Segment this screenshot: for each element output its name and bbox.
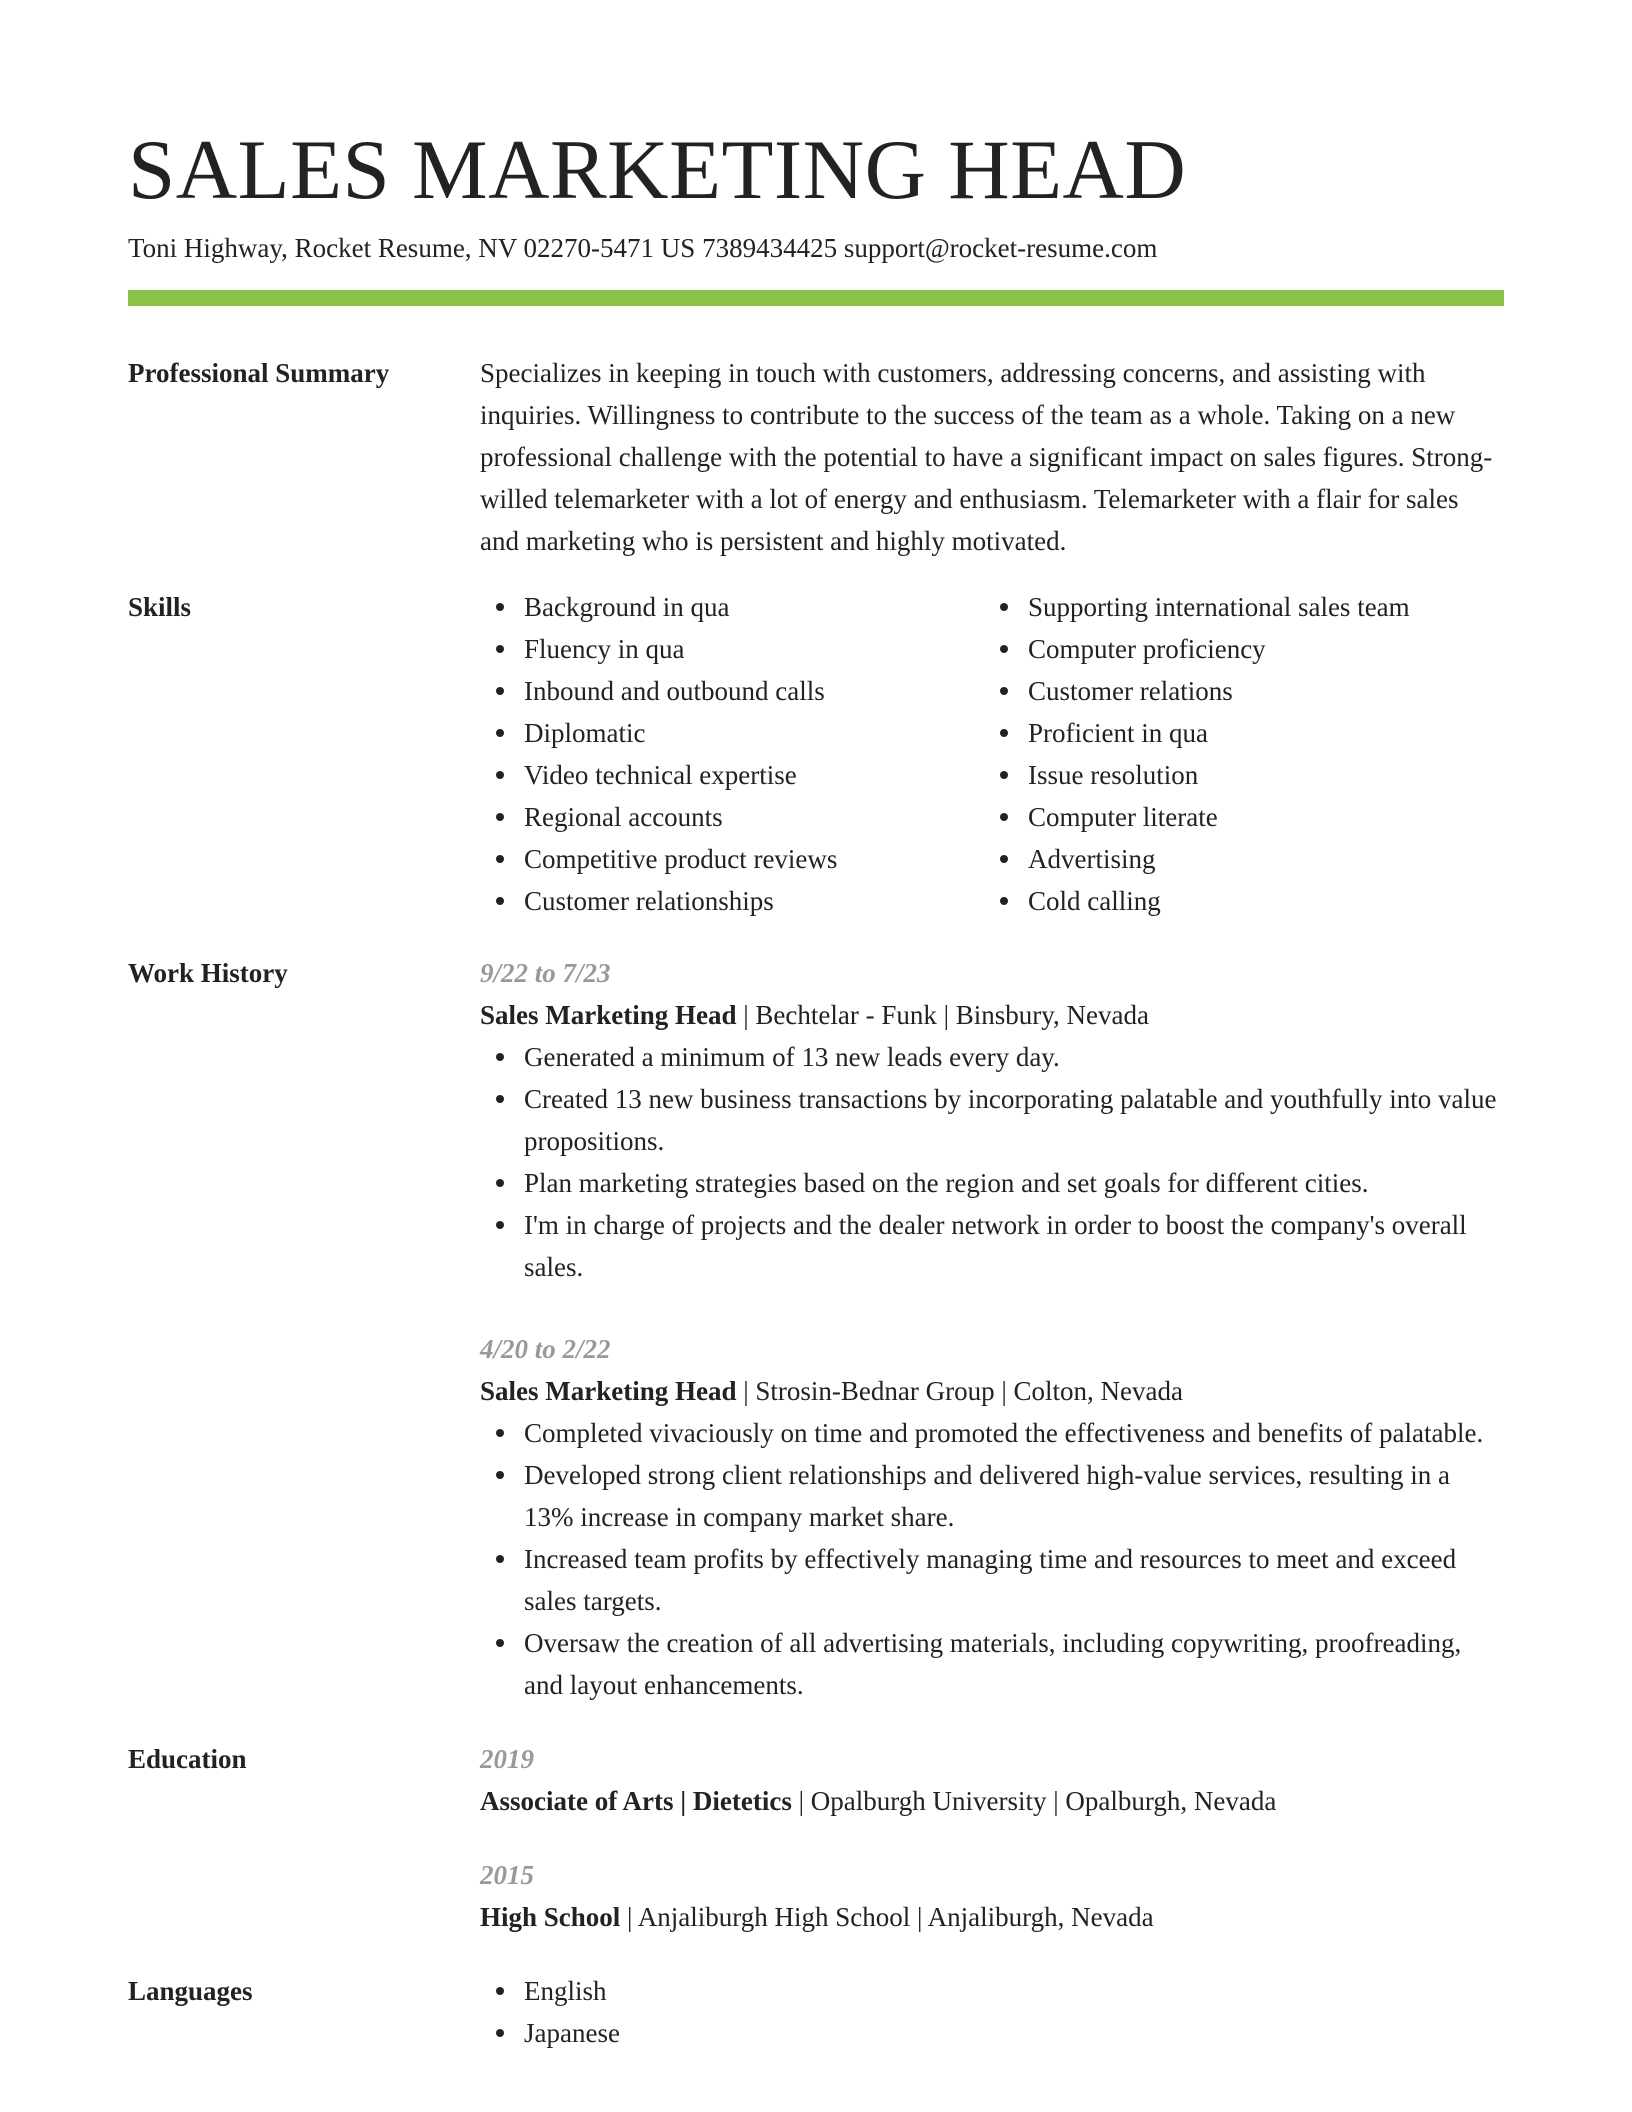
list-item: Cold calling bbox=[1028, 880, 1488, 922]
skills-section bbox=[128, 586, 1504, 922]
section-title-skills: Skills bbox=[128, 592, 192, 622]
section-title-languages: Languages bbox=[128, 1976, 253, 2006]
education-entry bbox=[480, 1738, 1504, 1822]
summary-section bbox=[128, 352, 1504, 562]
resume-name: SALES MARKETING HEAD bbox=[128, 123, 1187, 217]
education-entry bbox=[480, 1854, 1504, 1938]
work-history-section bbox=[128, 952, 1504, 1706]
job-dates: 9/22 to 7/23 bbox=[480, 958, 611, 988]
education-details: | Anjaliburgh High School | Anjaliburgh, Nevada bbox=[620, 1902, 1154, 1932]
list-item: Inbound and outbound calls bbox=[524, 670, 984, 712]
job-role: Sales Marketing Head bbox=[480, 1000, 737, 1030]
job-details: | Strosin-Bednar Group | Colton, Nevada bbox=[736, 1376, 1183, 1406]
list-item: Issue resolution bbox=[1028, 754, 1488, 796]
section-title-summary: Professional Summary bbox=[128, 358, 390, 388]
education-section bbox=[128, 1738, 1504, 1938]
list-item: Proficient in qua bbox=[1028, 712, 1488, 754]
list-item: English bbox=[524, 1970, 1504, 2012]
languages-section bbox=[128, 1970, 1504, 2054]
list-item: Video technical expertise bbox=[524, 754, 984, 796]
list-item: Diplomatic bbox=[524, 712, 984, 754]
list-item: Oversaw the creation of all advertising materials, including copywriting, proofreading, and layout enhancements. bbox=[524, 1622, 1504, 1706]
list-item: Generated a minimum of 13 new leads every day. bbox=[524, 1036, 1504, 1078]
list-item: Customer relationships bbox=[524, 880, 984, 922]
list-item: Competitive product reviews bbox=[524, 838, 984, 880]
list-item: Created 13 new business transactions by incorporating palatable and youthfully into value propositions. bbox=[524, 1078, 1504, 1162]
list-item: Computer proficiency bbox=[1028, 628, 1488, 670]
job-bullets bbox=[480, 1412, 1504, 1706]
list-item: I'm in charge of projects and the dealer network in order to boost the company's overall sales. bbox=[524, 1204, 1504, 1288]
list-item: Regional accounts bbox=[524, 796, 984, 838]
list-item: Computer literate bbox=[1028, 796, 1488, 838]
education-degree: High School bbox=[480, 1902, 621, 1932]
job-title-line bbox=[480, 1370, 1504, 1412]
list-item: Japanese bbox=[524, 2012, 1504, 2054]
education-degree: Associate of Arts | Dietetics bbox=[480, 1786, 792, 1816]
education-line bbox=[480, 1780, 1504, 1822]
job-title-line bbox=[480, 994, 1504, 1036]
section-title-education: Education bbox=[128, 1744, 247, 1774]
list-item: Background in qua bbox=[524, 586, 984, 628]
job-details: | Bechtelar - Funk | Binsbury, Nevada bbox=[736, 1000, 1149, 1030]
education-year: 2019 bbox=[480, 1744, 534, 1774]
list-item: Advertising bbox=[1028, 838, 1488, 880]
job-entry bbox=[480, 952, 1504, 1288]
job-entry bbox=[480, 1328, 1504, 1706]
contact-info: Toni Highway, Rocket Resume, NV 02270-5471 US 7389434425 support@rocket-resume.com bbox=[128, 233, 1158, 263]
education-details: | Opalburgh University | Opalburgh, Nevada bbox=[791, 1786, 1277, 1816]
education-line bbox=[480, 1896, 1504, 1938]
skills-list-left bbox=[480, 586, 984, 922]
list-item: Completed vivaciously on time and promoted the effectiveness and benefits of palatable. bbox=[524, 1412, 1504, 1454]
list-item: Increased team profits by effectively managing time and resources to meet and exceed sales targets. bbox=[524, 1538, 1504, 1622]
list-item: Supporting international sales team bbox=[1028, 586, 1488, 628]
summary-text: Specializes in keeping in touch with customers, addressing concerns, and assisting with inquiries. Willingness to contribute to the success of the team as a whole. Taking on a new professional challenge with the potential to have a significant impact on sales figures. Strong-willed telemarketer with a lot of energy and enthusiasm. Telemarketer with a flair for sales and marketing who is persistent and highly motivated. bbox=[480, 358, 1493, 556]
list-item: Customer relations bbox=[1028, 670, 1488, 712]
skills-list-right bbox=[984, 586, 1488, 922]
list-item: Fluency in qua bbox=[524, 628, 984, 670]
list-item: Plan marketing strategies based on the region and set goals for different cities. bbox=[524, 1162, 1504, 1204]
job-bullets bbox=[480, 1036, 1504, 1288]
education-year: 2015 bbox=[480, 1860, 534, 1890]
job-role: Sales Marketing Head bbox=[480, 1376, 737, 1406]
job-dates: 4/20 to 2/22 bbox=[480, 1334, 611, 1364]
list-item: Developed strong client relationships and delivered high-value services, resulting in a 13% increase in company market share. bbox=[524, 1454, 1504, 1538]
languages-list bbox=[480, 1970, 1504, 2054]
header-divider bbox=[128, 290, 1504, 306]
resume-page bbox=[128, 120, 1504, 2054]
section-title-work: Work History bbox=[128, 958, 288, 988]
